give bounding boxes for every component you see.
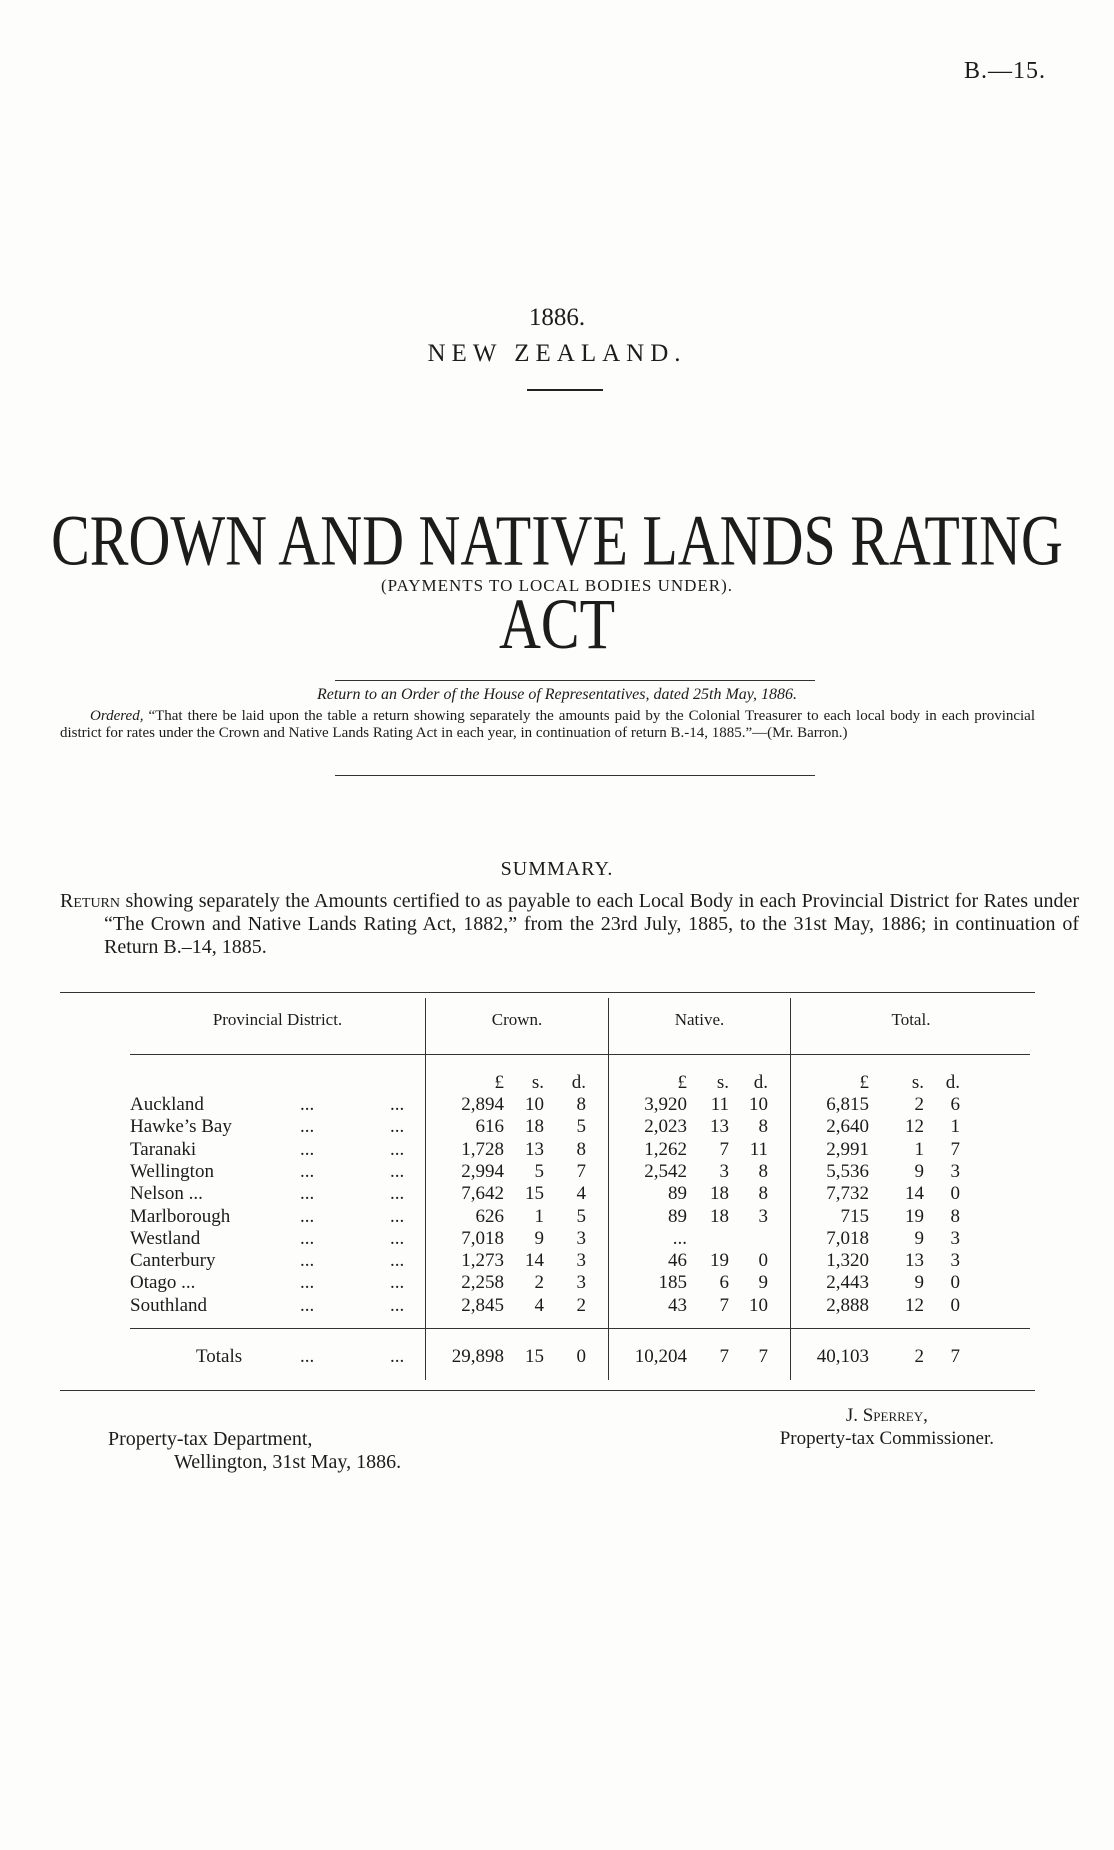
total-shillings: 9 [914, 1272, 924, 1293]
crown-pounds: 7,018 [461, 1228, 504, 1249]
native-pounds: 1,262 [644, 1139, 687, 1160]
crown-pounds: 1,728 [461, 1139, 504, 1160]
country-heading: NEW ZEALAND. [427, 340, 687, 367]
native-pounds: 185 [658, 1272, 687, 1293]
total-pounds: 1,320 [826, 1250, 869, 1271]
native-shillings: 18 [710, 1183, 729, 1204]
leader-dots: ... [390, 1094, 405, 1115]
native-pounds: 43 [668, 1295, 687, 1316]
crown-shillings: 4 [534, 1295, 544, 1316]
table-rule-top [60, 992, 1035, 993]
district-name: Westland [130, 1228, 201, 1249]
native-pounds: 89 [668, 1183, 687, 1204]
native-shillings: 11 [710, 1094, 729, 1115]
total-pounds: 2,888 [826, 1295, 869, 1316]
total-shillings: 9 [914, 1161, 924, 1182]
total-pounds: 2,640 [826, 1116, 869, 1137]
document-title: CROWN AND NATIVE LANDS RATING ACT [51, 499, 1063, 665]
total-shillings: 19 [905, 1206, 924, 1227]
crown-pounds: 1,273 [461, 1250, 504, 1271]
district-name: Canterbury [130, 1250, 216, 1271]
summary-heading: SUMMARY. [500, 858, 614, 880]
crown-pence: 3 [576, 1250, 586, 1271]
table-rule-header [130, 1054, 1030, 1055]
total-shillings: 14 [905, 1183, 924, 1204]
divider-short [527, 389, 603, 391]
crown-pence: 5 [576, 1116, 586, 1137]
crown-pence: 7 [576, 1161, 586, 1182]
crown-pence: 4 [576, 1183, 586, 1204]
total-pounds: 6,815 [826, 1094, 869, 1115]
unit-shillings: s. [531, 1072, 544, 1093]
return-label: Return [60, 890, 121, 912]
leader-dots: ... [300, 1346, 315, 1367]
total-pounds: 715 [840, 1206, 869, 1227]
crown-pounds: 2,894 [461, 1094, 504, 1115]
crown-shillings: 15 [525, 1183, 544, 1204]
total-total-pounds: 40,103 [816, 1346, 869, 1367]
signature-block [780, 1404, 994, 1450]
order-body: “That there be laid upon the table a return showing separately the amounts paid by the Colonial Treasurer to each local body in each provincial district for rates under the Crown and Native Lands Rating Act in each year, in continuation of return B.-14, 1885.”—(Mr. Barron.) [60, 708, 1036, 741]
total-shillings: 1 [914, 1139, 924, 1160]
leader-dots: ... [300, 1183, 315, 1204]
total-shillings: 13 [905, 1250, 924, 1271]
total-pounds: 5,536 [826, 1161, 869, 1182]
native-pounds: 2,023 [644, 1116, 687, 1137]
native-pence: 10 [749, 1094, 768, 1115]
leader-dots: ... [300, 1139, 315, 1160]
document-subtitle: (PAYMENTS TO LOCAL BODIES UNDER). [380, 576, 734, 595]
native-pence: 8 [758, 1161, 768, 1182]
total-pence: 0 [950, 1295, 960, 1316]
header-total: Total. [891, 1010, 931, 1029]
unit-shillings: s. [911, 1072, 924, 1093]
leader-dots: ... [390, 1161, 405, 1182]
return-body: showing separately the Amounts certified to as payable to each Local Body in each Provincial District for Rates under “The Crown and Native Lands Rating Act, 1882,” from the 23rd July, 1885, to the 31st May, 1886; in continuation of Return B.–14, 1885. [104, 890, 1080, 958]
crown-pence: 3 [576, 1272, 586, 1293]
total-pounds: 7,018 [826, 1228, 869, 1249]
crown-shillings: 10 [525, 1094, 544, 1115]
total-pence: 0 [950, 1272, 960, 1293]
leader-dots: ... [300, 1161, 315, 1182]
header-crown: Crown. [491, 1010, 543, 1029]
unit-pounds: £ [494, 1072, 504, 1093]
native-pence: 10 [749, 1295, 768, 1316]
leader-dots: ... [390, 1139, 405, 1160]
leader-dots: ... [390, 1228, 405, 1249]
crown-shillings: 13 [525, 1139, 544, 1160]
crown-total-pence: 0 [576, 1346, 586, 1367]
leader-dots: ... [300, 1094, 315, 1115]
native-pounds: 2,542 [644, 1161, 687, 1182]
total-shillings: 12 [905, 1295, 924, 1316]
signatory-name: J. Sperrey, [845, 1405, 928, 1426]
total-pounds: 2,443 [826, 1272, 869, 1293]
total-pence: 1 [950, 1116, 960, 1137]
total-shillings: 2 [914, 1094, 924, 1115]
unit-pounds: £ [677, 1072, 687, 1093]
order-text [60, 708, 1035, 742]
crown-shillings: 1 [534, 1206, 544, 1227]
district-name: Taranaki [130, 1139, 197, 1160]
order-label: Ordered, [90, 708, 144, 724]
native-pence: 8 [758, 1183, 768, 1204]
native-shillings: 7 [719, 1295, 729, 1316]
total-total-shillings: 2 [914, 1346, 924, 1367]
total-pence: 0 [950, 1183, 960, 1204]
native-pounds: 46 [668, 1250, 687, 1271]
district-name: Wellington [130, 1161, 214, 1182]
leader-dots: ... [300, 1295, 315, 1316]
crown-shillings: 9 [534, 1228, 544, 1249]
crown-pounds: 616 [475, 1116, 504, 1137]
divider-top [335, 680, 815, 681]
native-pence: 8 [758, 1116, 768, 1137]
native-total-shillings: 7 [719, 1346, 729, 1367]
place-date: Wellington, 31st May, 1886. [174, 1451, 402, 1473]
crown-total-shillings: 15 [525, 1346, 544, 1367]
native-shillings: 13 [710, 1116, 729, 1137]
leader-dots: ... [390, 1250, 405, 1271]
crown-pence: 5 [576, 1206, 586, 1227]
total-pence: 3 [950, 1250, 960, 1271]
crown-pounds: 7,642 [461, 1183, 504, 1204]
district-name: Southland [130, 1295, 208, 1316]
leader-dots: ... [300, 1228, 315, 1249]
native-pounds: 89 [668, 1206, 687, 1227]
native-pence: 0 [758, 1250, 768, 1271]
district-name: Hawke’s Bay [130, 1116, 232, 1137]
total-pounds: 2,991 [826, 1139, 869, 1160]
district-name: Otago ... [130, 1272, 196, 1293]
crown-shillings: 5 [534, 1161, 544, 1182]
unit-shillings: s. [716, 1072, 729, 1093]
native-pence: 3 [758, 1206, 768, 1227]
native-shillings: 18 [710, 1206, 729, 1227]
order-reference: Return to an Order of the House of Representatives, dated 25th May, 1886. [316, 686, 798, 703]
leader-dots: ... [390, 1272, 405, 1293]
leader-dots: ... [390, 1183, 405, 1204]
native-shillings: 6 [719, 1272, 729, 1293]
header-native: Native. [674, 1010, 725, 1029]
district-name: Auckland [130, 1094, 204, 1115]
native-total-pounds: 10,204 [634, 1346, 687, 1367]
divider-bottom [335, 775, 815, 776]
unit-pence: d. [753, 1072, 768, 1093]
district-name: Marlborough [130, 1206, 231, 1227]
native-pence: 9 [758, 1272, 768, 1293]
table-rule-totals [130, 1328, 1030, 1329]
department-name: Property-tax Department, [108, 1428, 313, 1450]
native-shillings: 7 [719, 1139, 729, 1160]
crown-pence: 2 [576, 1295, 586, 1316]
native-pence: 11 [749, 1139, 768, 1160]
unit-pence: d. [945, 1072, 960, 1093]
crown-shillings: 18 [525, 1116, 544, 1137]
total-pounds: 7,732 [826, 1183, 869, 1204]
total-shillings: 12 [905, 1116, 924, 1137]
leader-dots: ... [300, 1206, 315, 1227]
native-shillings: 19 [710, 1250, 729, 1271]
department-block [108, 1428, 401, 1474]
total-shillings: 9 [914, 1228, 924, 1249]
leader-dots: ... [300, 1272, 315, 1293]
native-pounds: 3,920 [644, 1094, 687, 1115]
table-rule-bottom [60, 1390, 1035, 1391]
return-description [60, 890, 1079, 959]
year-heading: 1886. [528, 304, 586, 331]
page-reference: B.—15. [963, 58, 1046, 84]
total-pence: 6 [950, 1094, 960, 1115]
total-pence: 7 [950, 1139, 960, 1160]
unit-pence: d. [571, 1072, 586, 1093]
native-shillings: 3 [719, 1161, 729, 1182]
crown-total-pounds: 29,898 [451, 1346, 504, 1367]
crown-pence: 8 [576, 1139, 586, 1160]
crown-pounds: 2,845 [461, 1295, 504, 1316]
total-pence: 3 [950, 1228, 960, 1249]
leader-dots: ... [300, 1116, 315, 1137]
header-district: Provincial District. [212, 1010, 343, 1029]
signatory-title: Property-tax Commissioner. [779, 1428, 994, 1449]
native-pounds: ... [672, 1228, 687, 1249]
unit-pounds: £ [859, 1072, 869, 1093]
leader-dots: ... [390, 1295, 405, 1316]
total-pence: 3 [950, 1161, 960, 1182]
leader-dots: ... [390, 1116, 405, 1137]
leader-dots: ... [390, 1206, 405, 1227]
crown-pounds: 2,994 [461, 1161, 504, 1182]
crown-pence: 3 [576, 1228, 586, 1249]
leader-dots: ... [300, 1250, 315, 1271]
crown-pounds: 626 [475, 1206, 504, 1227]
district-name: Nelson ... [130, 1183, 203, 1204]
total-pence: 8 [950, 1206, 960, 1227]
native-total-pence: 7 [758, 1346, 768, 1367]
totals-label: Totals [196, 1346, 243, 1367]
crown-pounds: 2,258 [461, 1272, 504, 1293]
crown-shillings: 14 [525, 1250, 544, 1271]
leader-dots: ... [390, 1346, 405, 1367]
crown-shillings: 2 [534, 1272, 544, 1293]
total-total-pence: 7 [950, 1346, 960, 1367]
crown-pence: 8 [576, 1094, 586, 1115]
